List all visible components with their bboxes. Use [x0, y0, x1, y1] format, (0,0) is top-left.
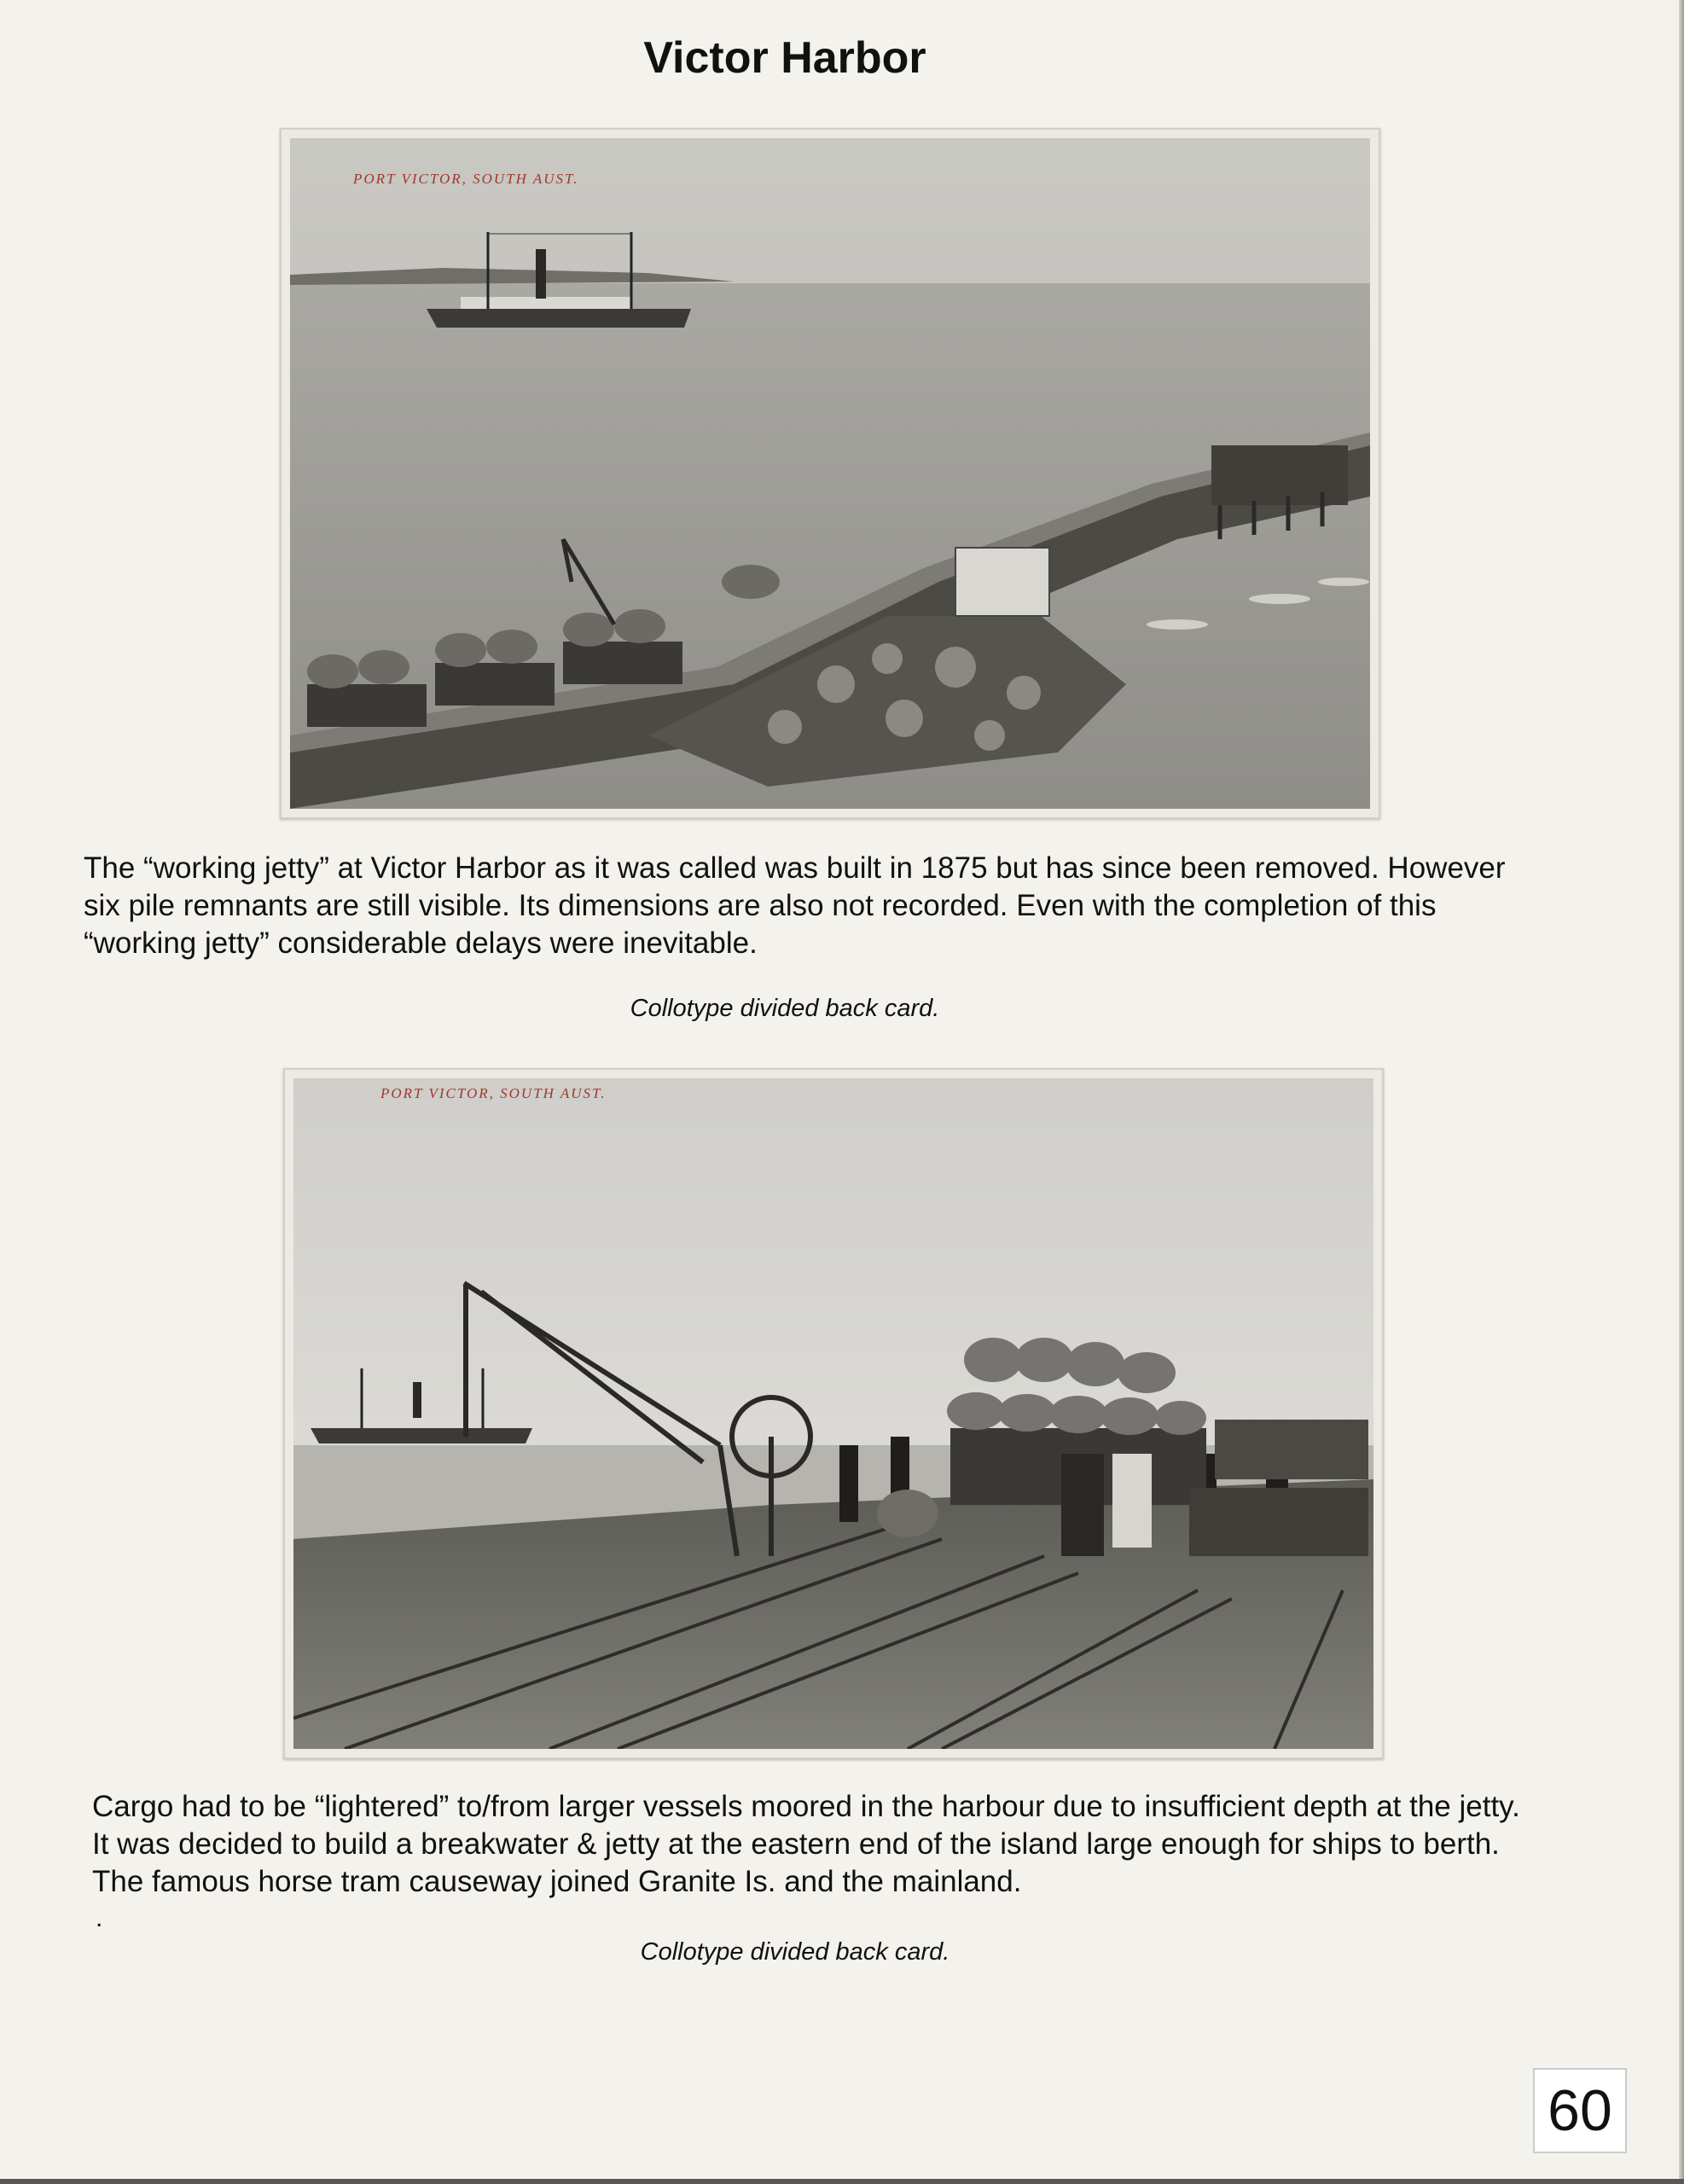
- photo-working-jetty: [290, 138, 1370, 809]
- card1-note: Collotype divided back card.: [630, 995, 940, 1022]
- card2-note: Collotype divided back card.: [640, 1938, 950, 1966]
- page-edge: [0, 2179, 1684, 2184]
- photo-jetty-crane: [293, 1078, 1373, 1749]
- postcard-lightered-cargo: [283, 1068, 1384, 1759]
- postcard-printed-caption: PORT VICTOR, SOUTH AUST.: [380, 1085, 607, 1101]
- page-number: [1533, 2068, 1627, 2153]
- card2-description: Cargo had to be “lightered” to/from larger vessels moored in the harbour due to insufficient depth at the jetty. It was decided to build a breakwater & jetty at the eastern end of the island large enough for ships to berth. The famous horse tram causeway joined Granite Is. and the mainland.: [92, 1790, 1520, 1898]
- postcard-printed-caption: PORT VICTOR, SOUTH AUST.: [353, 171, 579, 187]
- page-title: Victor Harbor: [643, 33, 926, 83]
- page-number-text: 60: [1548, 2078, 1612, 2143]
- card1-description: The “working jetty” at Victor Harbor as it was called was built in 1875 but has since been removed. However six pile remnants are still visible. Its dimensions are also not recorded. Even with the completion of this “working jetty” considerable delays were inevitable.: [84, 851, 1506, 960]
- postcard-working-jetty: [280, 128, 1380, 819]
- stray-mark: .: [96, 1904, 103, 1932]
- page-edge: [1679, 0, 1684, 2184]
